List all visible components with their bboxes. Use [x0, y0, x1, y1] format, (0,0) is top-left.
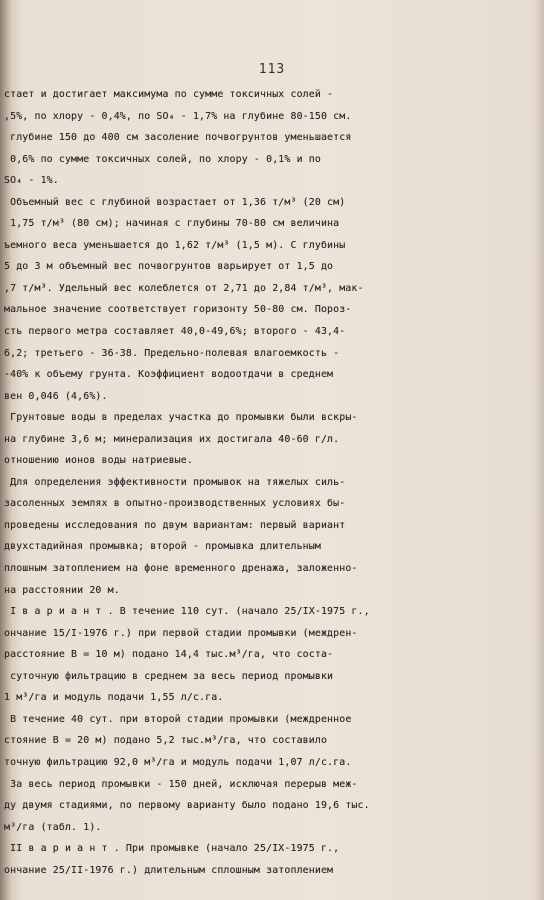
text-line-15: вен 0,046 (4,6%). [4, 390, 108, 402]
text-line-4: 0,6% по сумме токсичных солей, по хлору - 0,1% и по [4, 153, 321, 165]
text-line-5: SO₄ - 1%. [4, 175, 59, 187]
text-line-22: двухстадийная промывка; второй - промывка длительным [4, 541, 321, 553]
text-line-37: ончание 25/II-1976 г.) длительным сплошным затоплением [4, 864, 334, 876]
body-text [4, 84, 474, 881]
text-line-10: ,7 т/м³. Удельный вес колеблется от 2,71 до 2,84 т/м³, мак- [4, 282, 364, 294]
text-line-32: точную фильтрацию 92,0 м³/га и модуль подачи 1,07 л/с.га. [4, 756, 352, 768]
text-line-33: За весь период промывки - 150 дней, исключая перерыв меж- [4, 778, 358, 790]
text-line-16: Грунтовые воды в пределах участка до промывки были вскры- [4, 412, 358, 424]
text-line-3: глубине 150 до 400 см засоление почвогрунтов уменьшается [4, 132, 352, 144]
text-line-31: стояние В = 20 м) подано 5,2 тыс.м³/га, что составило [4, 735, 328, 747]
text-line-14: -40% к объему грунта. Коэффициент водоотдачи в среднем [4, 369, 334, 381]
text-line-2: ,5%, по хлору - 0,4%, по SO₄ - 1,7% на глубине 80-150 см. [4, 110, 352, 122]
text-line-1: стает и достигает максимума по сумме токсичных солей - [4, 89, 334, 100]
text-line-9: 5 до 3 м объемный вес почвогрунтов варьирует от 1,5 до [4, 261, 334, 273]
page-number: 113 [258, 62, 286, 77]
text-line-36: II в а р и а н т . При промывке (начало 25/IX-1975 г., [4, 843, 340, 855]
text-line-7: 1,75 т/м³ (80 см); начиная с глубины 70-80 см величина [4, 218, 340, 230]
text-line-23: плошным затоплением на фоне временного дренажа, заложенно- [4, 563, 358, 575]
text-line-29: 1 м³/га и модуль подачи 1,55 л/с.га. [4, 692, 224, 704]
text-line-30: В течение 40 сут. при второй стадии промывки (междренное [4, 713, 352, 725]
text-line-24: на расстоянии 20 м. [4, 584, 120, 596]
text-line-6: Объемный вес с глубиной возрастает от 1,36 т/м³ (20 см) [4, 196, 346, 208]
text-line-21: проведены исследования по двум вариантам: первый вариант [4, 519, 346, 531]
text-line-17: на глубине 3,6 м; минерализация их достигала 40-60 г/л. [4, 433, 340, 445]
text-line-35: м³/га (табл. 1). [4, 821, 102, 833]
text-line-26: ончание 15/I-1976 г.) при первой стадии промывки (междрен- [4, 627, 358, 639]
text-line-34: ду двумя стадиями, по первому варианту было подано 19,6 тыс. [4, 800, 370, 812]
text-line-18: отношению ионов воды натриевые. [4, 455, 193, 467]
text-line-20: засоленных землях в опытно-производственных условиях бы- [4, 498, 346, 510]
text-line-25: I в а р и а н т . В течение 110 сут. (начало 25/IX-1975 г., [4, 606, 370, 618]
text-line-27: расстояние В = 10 м) подано 14,4 тыс.м³/га, что соста- [4, 649, 334, 661]
text-line-11: мальное значение соответствует горизонту 50-80 см. Порoз- [4, 304, 352, 316]
text-line-8: ъемного веса уменьшается до 1,62 т/м³ (1,5 м). С глубины [4, 239, 346, 251]
text-line-13: 6,2; третьего - 36-38. Предельно-полевая влагоемкость - [4, 347, 340, 359]
text-line-12: сть первого метра составляет 40,0-49,6%; второго - 43,4- [4, 326, 346, 338]
text-line-28: суточную фильтрацию в среднем за весь период промывки [4, 670, 334, 682]
text-line-19: Для определения эффективности промывок на тяжелых силь- [4, 476, 346, 488]
